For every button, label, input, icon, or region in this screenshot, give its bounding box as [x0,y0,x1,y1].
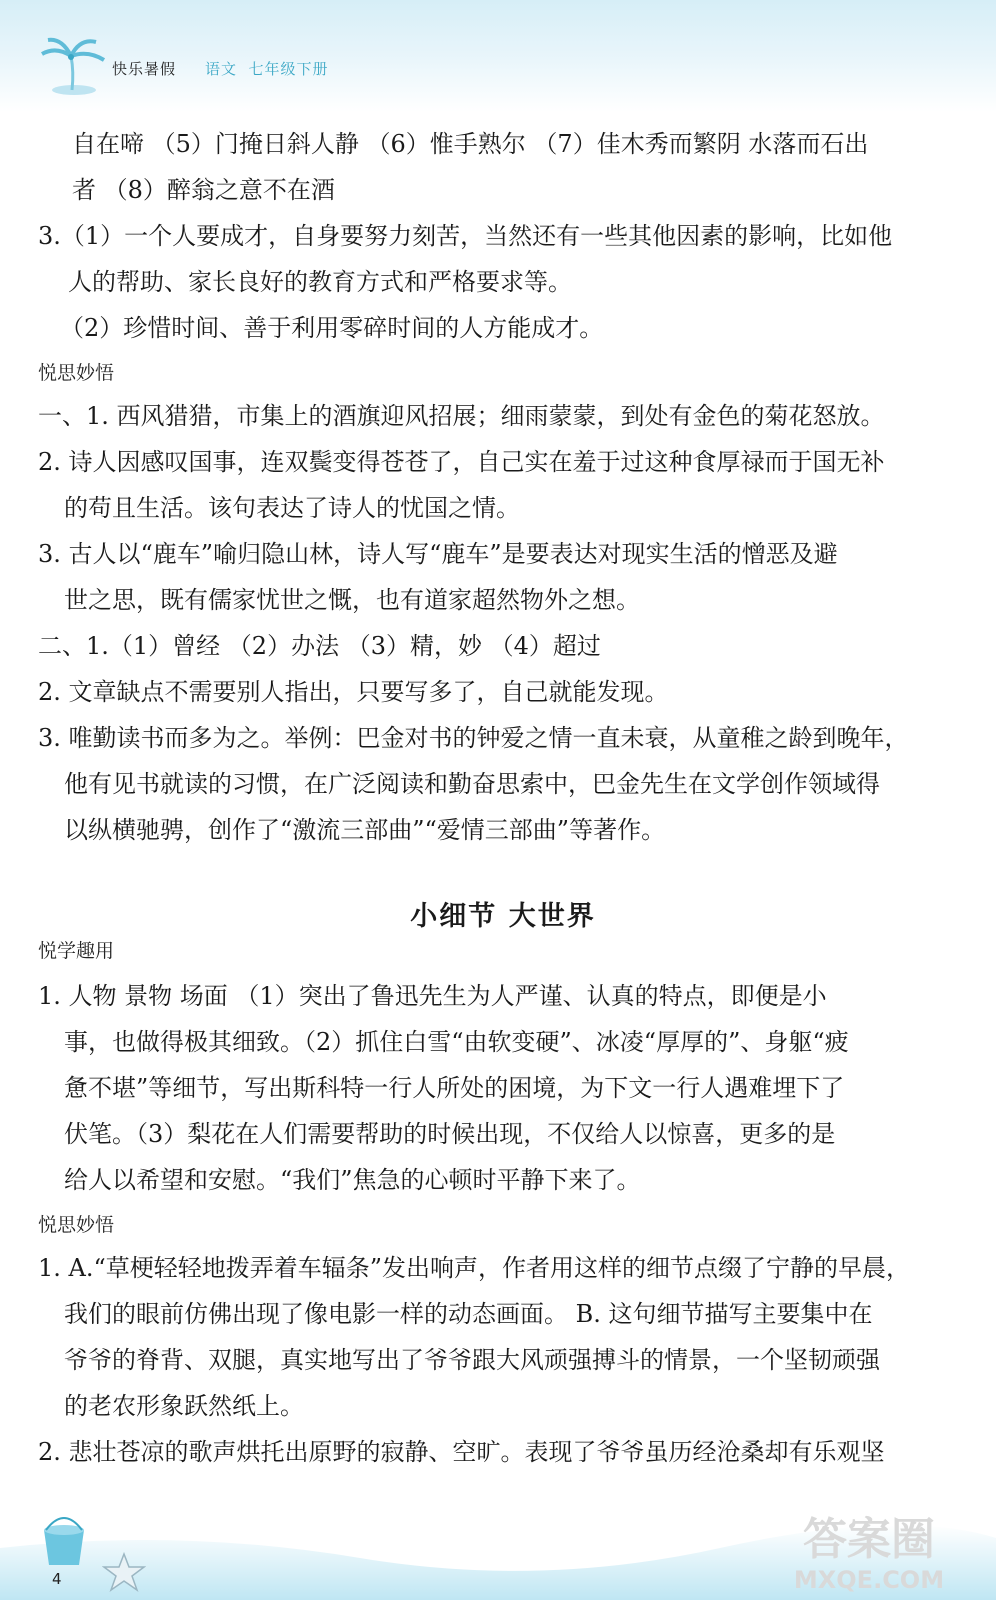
page-header [0,0,996,112]
text-line: （2）珍惜时间、善于利用零碎时间的人方能成才。 [60,314,604,342]
palm-tree-icon [38,34,108,98]
starfish-icon [102,1552,146,1592]
text-line: 3. 古人以“鹿车”喻归隐山林，诗人写“鹿车”是要表达对现实生活的憎恶及避 [38,540,838,568]
text-line: 二、1.（1）曾经 （2）办法 （3）精，妙 （4）超过 [38,632,601,660]
text-line: 世之思，既有儒家忧世之慨，也有道家超然物外之想。 [64,586,640,614]
text-line: 人的帮助、家长良好的教育方式和严格要求等。 [68,268,572,296]
text-line: 事，也做得极其细致。（2）抓住白雪“由软变硬”、冰凌“厚厚的”、身躯“疲 [64,1028,849,1056]
text-line: 2. 悲壮苍凉的歌声烘托出原野的寂静、空旷。表现了爷爷虽历经沧桑却有乐观坚 [38,1438,885,1466]
watermark-logo [764,1508,974,1596]
text-line: 给人以希望和安慰。“我们”焦急的心顿时平静下来了。 [64,1166,641,1194]
svg-text:MXQE.COM: MXQE.COM [793,1566,945,1594]
section-label: 悦学趣用 [38,940,115,962]
section-label: 悦思妙悟 [38,1214,115,1236]
section-label: 悦思妙悟 [38,362,115,384]
text-line: 爷爷的脊背、双腿，真实地写出了爷爷跟大风顽强搏斗的情景，一个坚韧顽强 [64,1346,880,1374]
text-line: 3.（1）一个人要成才，自身要努力刻苦，当然还有一些其他因素的影响，比如他 [38,222,893,250]
subject-grade-label: 语文 七年级下册 [205,60,329,78]
text-line: 我们的眼前仿佛出现了像电影一样的动态画面。 B. 这句细节描写主要集中在 [64,1300,873,1328]
page-number: 4 [52,1570,62,1588]
text-line: 2. 诗人因感叹国事，连双鬓变得苍苍了，自己实在羞于过这种食厚禄而于国无补 [38,448,885,476]
text-line: 惫不堪”等细节，写出斯科特一行人所处的困境，为下文一行人遇难埋下了 [64,1074,845,1102]
svg-text:答案圈: 答案圈 [803,1514,935,1565]
text-line: 自在啼 （5）门掩日斜人静 （6）惟手熟尔 （7）佳木秀而繁阴 水落而石出 [72,130,869,158]
text-line: 的老农形象跃然纸上。 [64,1392,304,1420]
section-title: 小细节 大世界 [410,901,596,932]
text-line: 的苟且生活。该句表达了诗人的忧国之情。 [64,494,520,522]
sand-bucket-icon [34,1510,94,1568]
text-line: 1. A.“草梗轻轻地拨弄着车辐条”发出响声，作者用这样的细节点缀了宁静的早晨， [38,1254,911,1282]
text-line: 伏笔。（3）梨花在人们需要帮助的时候出现，不仅给人以惊喜，更多的是 [64,1120,836,1148]
book-series-title: 快乐暑假 [112,60,177,78]
text-line: 他有见书就读的习惯，在广泛阅读和勤奋思索中，巴金先生在文学创作领域得 [64,770,880,798]
text-line: 者 （8）醉翁之意不在酒 [72,176,335,204]
text-line: 1. 人物 景物 场面 （1）突出了鲁迅先生为人严谨、认真的特点，即便是小 [38,982,827,1010]
text-line: 一、1. 西风猎猎，市集上的酒旗迎风招展；细雨蒙蒙，到处有金色的菊花怒放。 [38,402,885,430]
text-line: 2. 文章缺点不需要别人指出，只要写多了，自己就能发现。 [38,678,669,706]
text-line: 以纵横驰骋，创作了“激流三部曲”“爱情三部曲”等著作。 [64,816,666,844]
text-line: 3. 唯勤读书而多为之。举例：巴金对书的钟爱之情一直未衰，从童稚之龄到晚年， [38,724,909,752]
